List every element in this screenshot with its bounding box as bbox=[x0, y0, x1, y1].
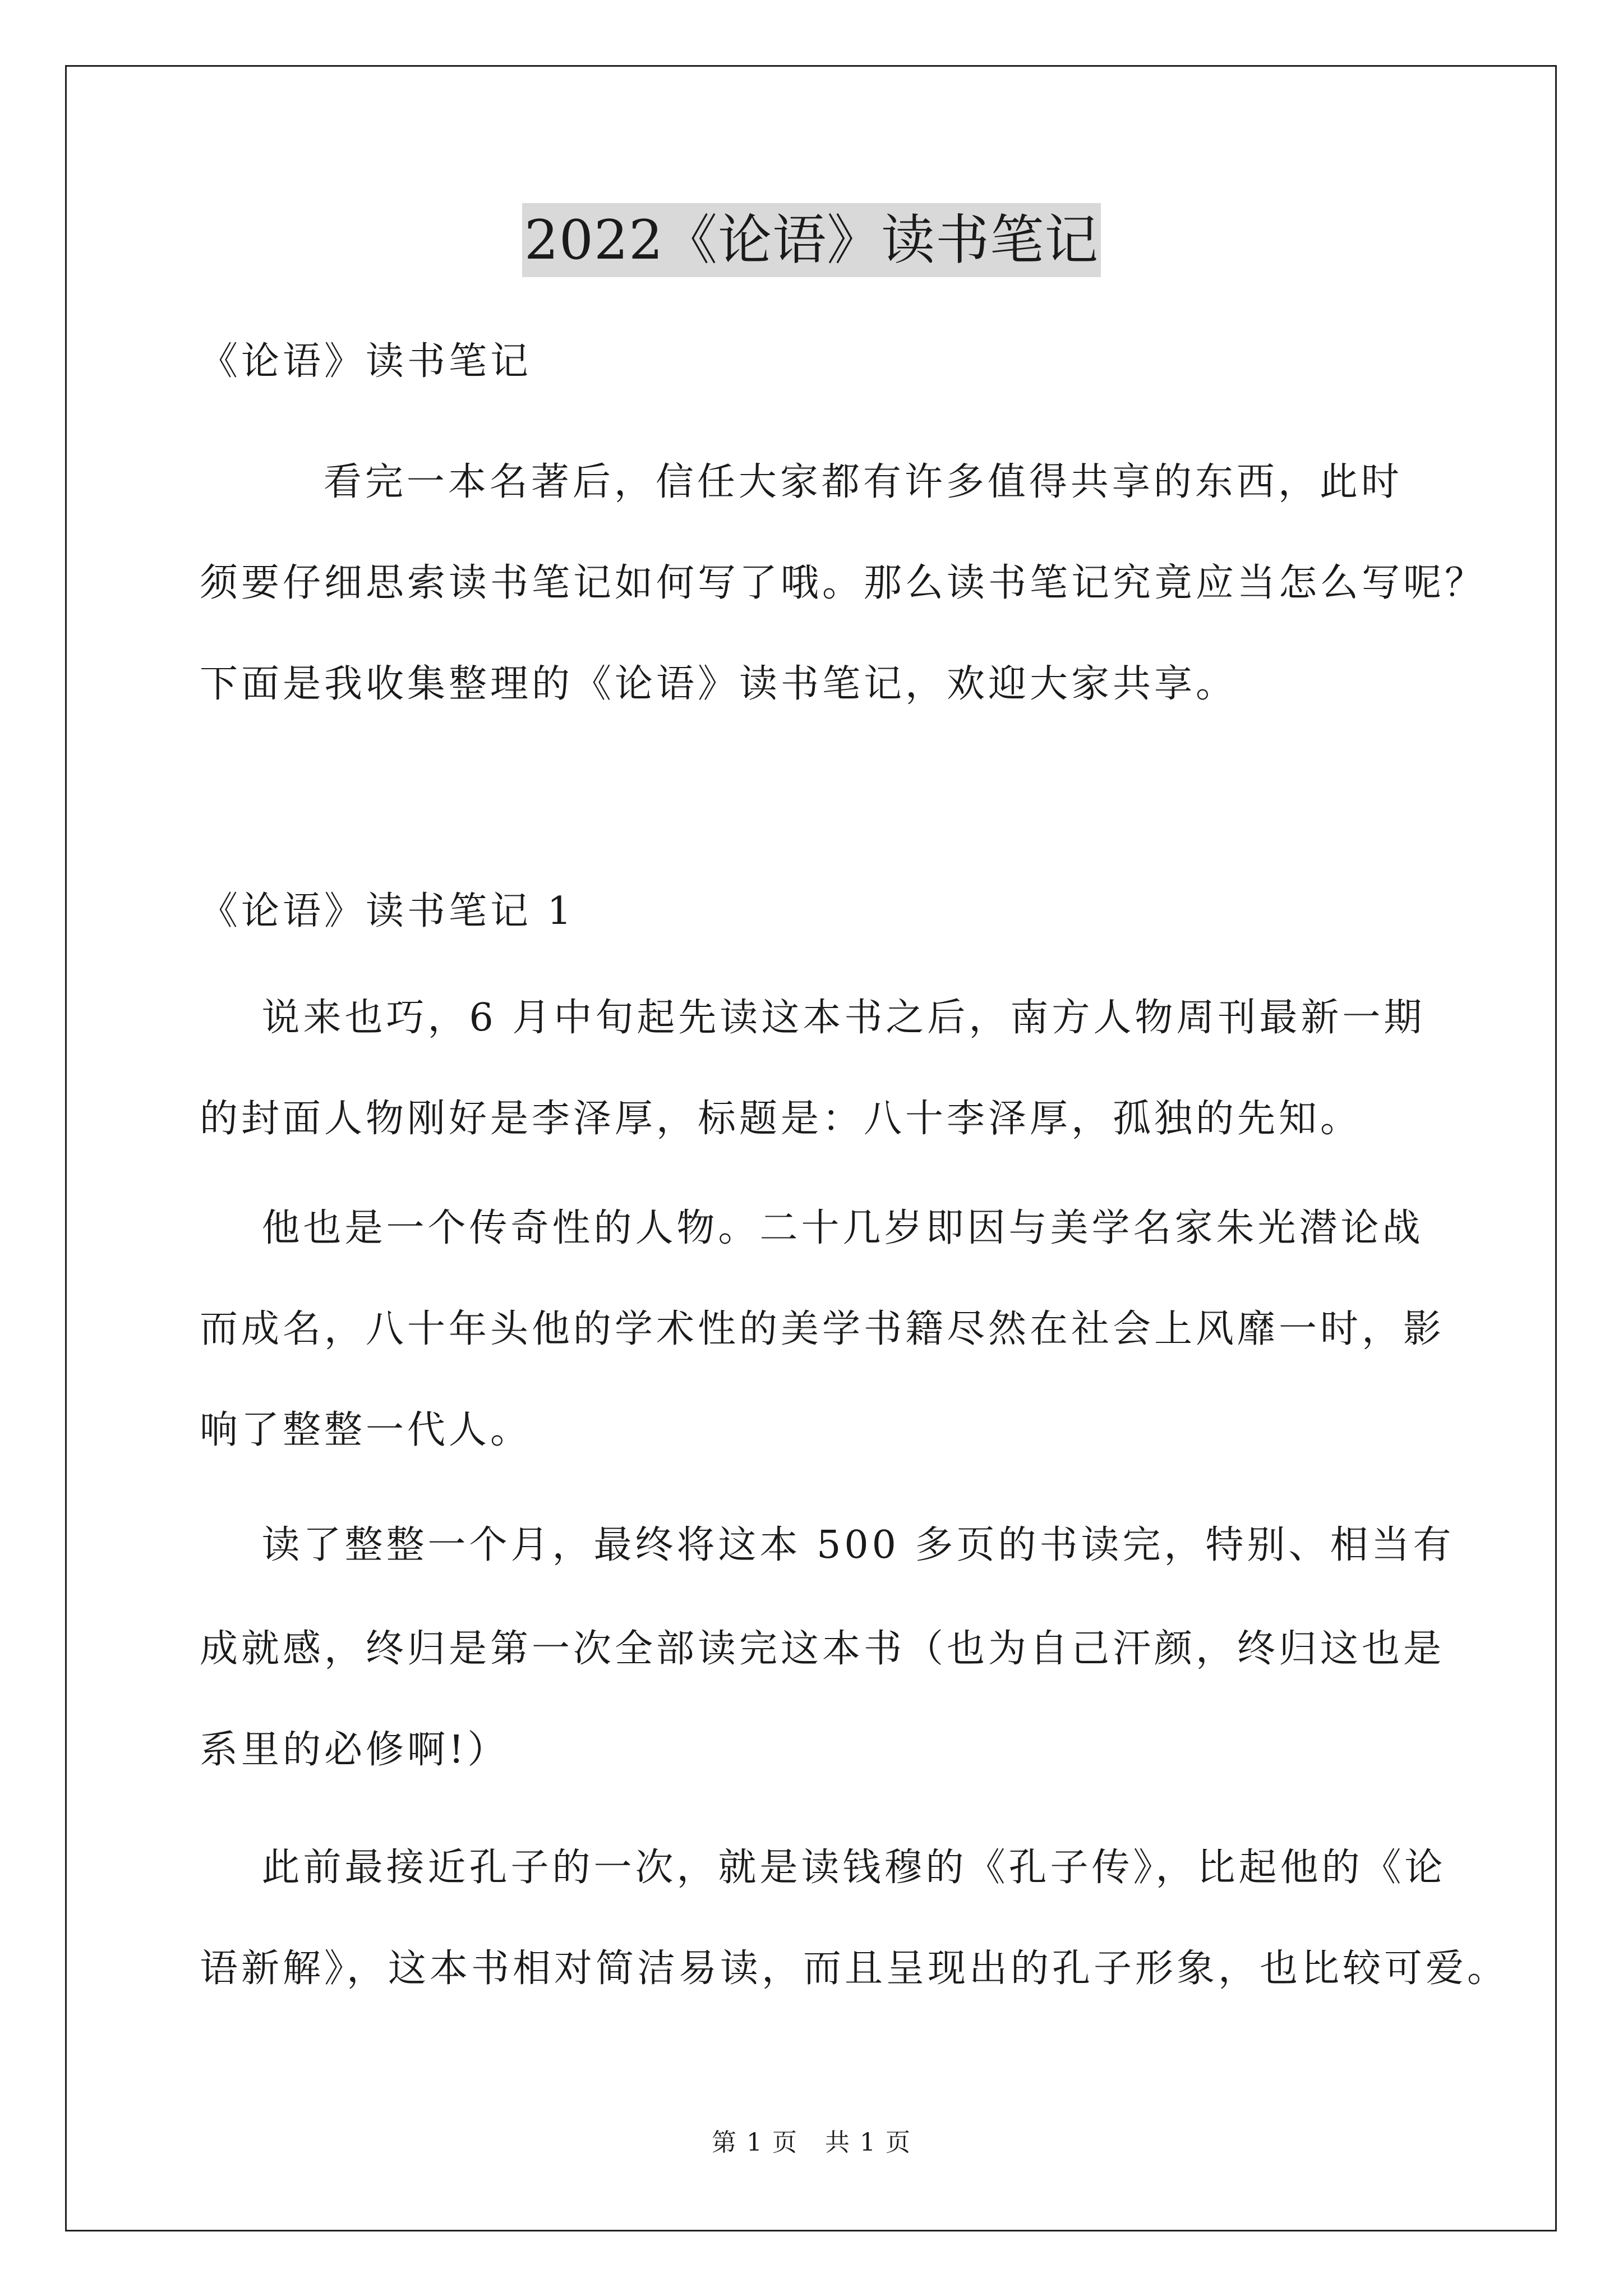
paragraph-line: 看完一本名著后，信任大家都有许多值得共享的东西，此时 bbox=[200, 460, 1403, 504]
paragraph-line: 成就感，终归是第一次全部读完这本书（也为自己汗颜，终归这也是 bbox=[200, 1627, 1445, 1671]
paragraph-line: 须要仔细思索读书笔记如何写了哦。那么读书笔记究竟应当怎么写呢？ bbox=[200, 561, 1487, 605]
paragraph-line: 此前最接近孔子的一次，就是读钱穆的《孔子传》，比起他的《论 bbox=[200, 1846, 1446, 1890]
paragraph-line: 而成名，八十年头他的学术性的美学书籍尽然在社会上风靡一时，影 bbox=[200, 1307, 1445, 1351]
paragraph-line: 下面是我收集整理的《论语》读书笔记，欢迎大家共享。 bbox=[200, 662, 1238, 706]
paragraph-line: 系里的必修啊!） bbox=[200, 1728, 509, 1772]
paragraph-line: 读了整整一个月，最终将这本 500 多页的书读完，特别、相当有 bbox=[200, 1523, 1455, 1567]
paragraph-line: 的封面人物刚好是李泽厚，标题是：八十李泽厚，孤独的先知。 bbox=[200, 1097, 1362, 1141]
document-title: 2022《论语》读书笔记 bbox=[522, 203, 1101, 277]
paragraph-line: 语新解》，这本书相对简洁易读，而且呈现出的孔子形象，也比较可爱。 bbox=[200, 1947, 1509, 1991]
page-number-footer: 第 1 页 共 1 页 bbox=[712, 2128, 911, 2157]
paragraph-line: 说来也巧，6 月中旬起先读这本书之后，南方人物周刊最新一期 bbox=[200, 996, 1426, 1040]
paragraph-line: 响了整整一代人。 bbox=[200, 1408, 532, 1452]
page-border bbox=[65, 65, 1557, 2231]
section-heading: 《论语》读书笔记 1 bbox=[200, 889, 575, 933]
subtitle-line: 《论语》读书笔记 bbox=[200, 339, 532, 384]
paragraph-line: 他也是一个传奇性的人物。二十几岁即因与美学名家朱光潜论战 bbox=[200, 1206, 1424, 1250]
title-container bbox=[0, 203, 1623, 277]
